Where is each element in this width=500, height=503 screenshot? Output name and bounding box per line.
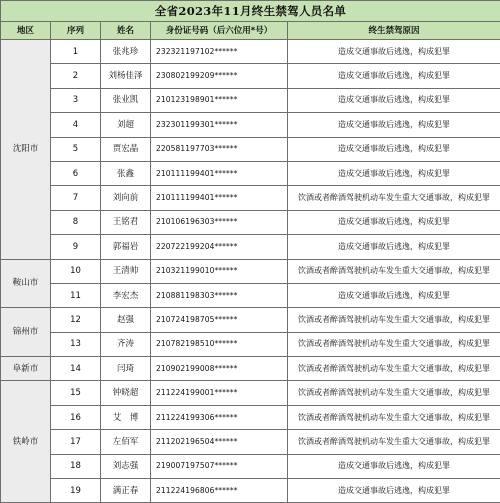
region-cell: 铁岭市 <box>1 381 51 503</box>
id-cell: 210902199008****** <box>151 357 288 381</box>
seq-cell: 3 <box>51 88 101 112</box>
seq-cell: 6 <box>51 161 101 185</box>
name-cell: 闫琦 <box>101 357 151 381</box>
reason-cell: 造成交通事故后逃逸，构成犯罪 <box>288 113 500 137</box>
table-row <box>1 113 500 137</box>
table-row <box>1 454 500 478</box>
name-cell: 刘超 <box>101 113 151 137</box>
seq-cell: 18 <box>51 454 101 478</box>
table-row <box>1 381 500 405</box>
name-cell: 艾 博 <box>101 405 151 429</box>
table-row <box>1 479 500 503</box>
reason-cell: 造成交通事故后逃逸，构成犯罪 <box>288 479 500 503</box>
seq-cell: 10 <box>51 259 101 283</box>
region-cell: 锦州市 <box>1 308 51 357</box>
name-cell: 郭福岩 <box>101 235 151 259</box>
table-row <box>1 357 500 381</box>
header-region: 地区 <box>1 22 51 40</box>
name-cell: 满正春 <box>101 479 151 503</box>
reason-cell: 饮酒或者醉酒驾驶机动车发生重大交通事故，构成犯罪 <box>288 308 500 332</box>
seq-cell: 16 <box>51 405 101 429</box>
id-cell: 220581197703****** <box>151 137 288 161</box>
name-cell: 贾宏晶 <box>101 137 151 161</box>
reason-cell: 饮酒或者醉酒驾驶机动车发生重大交通事故，构成犯罪 <box>288 405 500 429</box>
reason-cell: 饮酒或者醉酒驾驶机动车发生重大交通事故，构成犯罪 <box>288 259 500 283</box>
name-cell: 王清帅 <box>101 259 151 283</box>
table-row <box>1 308 500 332</box>
name-cell: 刘向前 <box>101 186 151 210</box>
id-cell: 232301199301****** <box>151 113 288 137</box>
name-cell: 刘杨佳泽 <box>101 64 151 88</box>
seq-cell: 7 <box>51 186 101 210</box>
table-row <box>1 332 500 356</box>
name-cell: 张鑫 <box>101 161 151 185</box>
table-row <box>1 161 500 185</box>
table-row <box>1 186 500 210</box>
seq-cell: 5 <box>51 137 101 161</box>
table-row <box>1 405 500 429</box>
seq-cell: 17 <box>51 430 101 454</box>
table-row <box>1 40 500 64</box>
region-cell: 沈阳市 <box>1 40 51 260</box>
name-cell: 赵强 <box>101 308 151 332</box>
id-cell: 210782198510****** <box>151 332 288 356</box>
header-name: 姓名 <box>101 22 151 40</box>
reason-cell: 造成交通事故后逃逸，构成犯罪 <box>288 161 500 185</box>
header-id: 身份证号码（后六位用*号） <box>151 22 288 40</box>
seq-cell: 2 <box>51 64 101 88</box>
reason-cell: 造成交通事故后逃逸，构成犯罪 <box>288 210 500 234</box>
reason-cell: 造成交通事故后逃逸，构成犯罪 <box>288 137 500 161</box>
name-cell: 张业凯 <box>101 88 151 112</box>
seq-cell: 19 <box>51 479 101 503</box>
seq-cell: 15 <box>51 381 101 405</box>
header-reason: 终生禁驾原因 <box>288 22 500 40</box>
table-row <box>1 137 500 161</box>
id-cell: 211224199001****** <box>151 381 288 405</box>
id-cell: 210106196303****** <box>151 210 288 234</box>
seq-cell: 12 <box>51 308 101 332</box>
reason-cell: 造成交通事故后逃逸，构成犯罪 <box>288 454 500 478</box>
id-cell: 210123198901****** <box>151 88 288 112</box>
id-cell: 210111199401****** <box>151 186 288 210</box>
name-cell: 张兆珍 <box>101 40 151 64</box>
name-cell: 刘志强 <box>101 454 151 478</box>
name-cell: 李宏杰 <box>101 283 151 307</box>
table-row <box>1 430 500 454</box>
table-row <box>1 283 500 307</box>
reason-cell: 造成交通事故后逃逸，构成犯罪 <box>288 88 500 112</box>
name-cell: 王铭君 <box>101 210 151 234</box>
reason-cell: 造成交通事故后逃逸，构成犯罪 <box>288 235 500 259</box>
id-cell: 211224196806****** <box>151 479 288 503</box>
seq-cell: 8 <box>51 210 101 234</box>
name-cell: 左佰军 <box>101 430 151 454</box>
table-row <box>1 210 500 234</box>
seq-cell: 13 <box>51 332 101 356</box>
seq-cell: 4 <box>51 113 101 137</box>
reason-cell: 饮酒或者醉酒驾驶机动车发生重大交通事故，构成犯罪 <box>288 357 500 381</box>
reason-cell: 造成交通事故后逃逸，构成犯罪 <box>288 283 500 307</box>
name-cell: 齐涛 <box>101 332 151 356</box>
table-row <box>1 88 500 112</box>
region-cell: 阜新市 <box>1 357 51 381</box>
id-cell: 220722199204****** <box>151 235 288 259</box>
reason-cell: 饮酒或者醉酒驾驶机动车发生重大交通事故，构成犯罪 <box>288 430 500 454</box>
reason-cell: 饮酒或者醉酒驾驶机动车发生重大交通事故，构成犯罪 <box>288 381 500 405</box>
table-row <box>1 259 500 283</box>
id-cell: 211224199306****** <box>151 405 288 429</box>
reason-cell: 造成交通事故后逃逸，构成犯罪 <box>288 40 500 64</box>
id-cell: 211202196504****** <box>151 430 288 454</box>
reason-cell: 饮酒或者醉酒驾驶机动车发生重大交通事故，构成犯罪 <box>288 332 500 356</box>
id-cell: 210724198705****** <box>151 308 288 332</box>
seq-cell: 1 <box>51 40 101 64</box>
id-cell: 230802199209****** <box>151 64 288 88</box>
name-cell: 钟晓超 <box>101 381 151 405</box>
table-title: 全省2023年11月终生禁驾人员名单 <box>1 1 500 22</box>
reason-cell: 饮酒或者醉酒驾驶机动车发生重大交通事故，构成犯罪 <box>288 186 500 210</box>
id-cell: 210111199401****** <box>151 161 288 185</box>
id-cell: 210881198303****** <box>151 283 288 307</box>
seq-cell: 14 <box>51 357 101 381</box>
seq-cell: 9 <box>51 235 101 259</box>
id-cell: 210321199010****** <box>151 259 288 283</box>
region-cell: 鞍山市 <box>1 259 51 308</box>
reason-cell: 造成交通事故后逃逸，构成犯罪 <box>288 64 500 88</box>
table-row <box>1 235 500 259</box>
seq-cell: 11 <box>51 283 101 307</box>
id-cell: 219007197507****** <box>151 454 288 478</box>
id-cell: 232321197102****** <box>151 40 288 64</box>
table-row <box>1 64 500 88</box>
header-seq: 序列 <box>51 22 101 40</box>
header-row <box>1 22 500 40</box>
